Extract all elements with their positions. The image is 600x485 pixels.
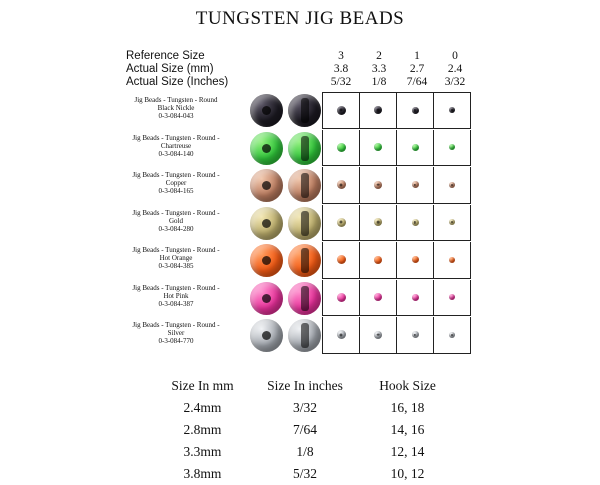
bead-size-cell (360, 205, 397, 242)
bead-size-grid (322, 317, 471, 354)
reference-column (436, 50, 474, 89)
bead-size-dot (412, 107, 419, 114)
bead-label-line1: Jig Beads - Tungsten - Round - (132, 283, 220, 292)
bead-hole-icon (377, 183, 380, 186)
bead-front-image (250, 319, 283, 352)
bead-size-cell (360, 92, 397, 129)
bead-size-dot (337, 143, 346, 152)
bead-label-line1: Jig Beads - Tungsten - Round - (132, 171, 220, 179)
bead-label-sku: 0-3-084-387 (158, 299, 194, 308)
bead-label (120, 284, 232, 309)
bead-side-image (288, 244, 321, 277)
bead-hole-icon (414, 334, 416, 336)
bead-hole-icon (339, 109, 342, 112)
bead-label-line2: Silver (167, 329, 185, 338)
bead-side-image (288, 132, 321, 165)
bead-slot-icon (301, 173, 309, 198)
bead-hole-icon (262, 256, 271, 265)
size-table-cell: 7/64 (292, 422, 317, 437)
reference-values (322, 50, 474, 89)
size-table-cell: 3/32 (292, 400, 317, 415)
size-table-cell: 2.8mm (183, 422, 222, 437)
bead-size-cell (397, 280, 434, 317)
reference-value-mm: 3.3 (371, 63, 387, 75)
bead-slot-icon (301, 286, 309, 311)
bead-label-line2: Copper (165, 179, 187, 188)
bead-size-cell (434, 130, 471, 167)
bead-hole-icon (451, 109, 453, 111)
bead-size-dot (374, 106, 382, 114)
bead-size-dot (449, 107, 455, 113)
bead-size-dot (449, 257, 455, 263)
size-table-row (155, 419, 455, 441)
reference-value-ref: 2 (376, 50, 382, 62)
bead-size-dot (412, 219, 419, 226)
bead-size-cell (360, 242, 397, 279)
bead-size-dot (374, 331, 382, 339)
bead-hole-icon (451, 221, 453, 223)
bead-label-sku: 0-3-084-165 (158, 187, 194, 196)
bead-side-image (288, 94, 321, 127)
page-title: TUNGSTEN JIG BEADS (195, 8, 405, 29)
size-table-header-cell: Size In inches (267, 378, 343, 393)
bead-size-grid (322, 92, 471, 129)
bead-size-dot (374, 256, 382, 264)
bead-front-image (250, 132, 283, 165)
reference-column (322, 50, 360, 89)
bead-label (120, 134, 232, 159)
bead-hole-icon (339, 183, 342, 186)
bead-size-cell (323, 92, 360, 129)
size-table-cell: 1/8 (296, 444, 314, 459)
bead-label-line2: Gold (169, 216, 183, 225)
reference-value-ref: 3 (338, 50, 344, 62)
bead-label (120, 96, 232, 121)
bead-label-line2: Hot Pink (163, 291, 189, 300)
size-table-header (155, 375, 455, 397)
size-table-row (155, 441, 455, 463)
bead-size-cell (397, 205, 434, 242)
bead-hole-icon (451, 334, 453, 336)
bead-label-sku: 0-3-084-770 (158, 337, 194, 346)
reference-value-in: 1/8 (371, 76, 387, 88)
bead-size-cell (434, 280, 471, 317)
bead-size-dot (449, 219, 455, 225)
actual-size-mm-label: Actual Size (mm) (126, 63, 214, 75)
bead-front-image (250, 207, 283, 240)
size-table-cell: 3.8mm (183, 466, 222, 481)
reference-value-in: 7/64 (406, 76, 428, 88)
bead-size-cell (323, 280, 360, 317)
bead-hole-icon (414, 184, 416, 186)
bead-label-sku: 0-3-084-043 (158, 112, 194, 121)
reference-column (360, 50, 398, 89)
reference-value-ref: 1 (414, 50, 420, 62)
bead-label-line1: Jig Beads - Tungsten - Round - (132, 208, 220, 217)
bead-hole-icon (377, 333, 380, 336)
bead-hole-icon (262, 331, 271, 340)
bead-size-cell (323, 130, 360, 167)
bead-size-dot (337, 293, 346, 302)
actual-size-inches-label: Actual Size (Inches) (126, 76, 229, 88)
size-table-header-cell: Hook Size (379, 378, 436, 393)
bead-size-cell (360, 280, 397, 317)
reference-size-label: Reference Size (126, 50, 205, 62)
bead-size-dot (449, 332, 455, 338)
size-table-row (155, 463, 455, 485)
size-table-cell: 14, 16 (390, 422, 425, 437)
bead-size-dot (374, 218, 382, 226)
bead-size-cell (360, 317, 397, 354)
bead-side-image (288, 207, 321, 240)
bead-slot-icon (301, 98, 309, 123)
size-table-cell: 16, 18 (390, 400, 425, 415)
bead-size-dot (337, 180, 346, 189)
bead-side-image (288, 319, 321, 352)
bead-slot-icon (301, 323, 309, 348)
reference-value-mm: 3.8 (333, 63, 349, 75)
bead-size-cell (397, 317, 434, 354)
bead-size-dot (337, 330, 346, 339)
bead-size-dot (337, 255, 346, 264)
bead-size-dot (412, 144, 419, 151)
bead-size-dot (412, 256, 419, 263)
bead-size-cell (360, 130, 397, 167)
bead-slot-icon (301, 136, 309, 161)
bead-size-dot (337, 106, 346, 115)
bead-size-cell (323, 167, 360, 204)
bead-hole-icon (377, 109, 380, 112)
bead-hole-icon (262, 106, 271, 115)
reference-value-in: 3/32 (444, 76, 466, 88)
bead-size-cell (434, 205, 471, 242)
bead-size-dot (412, 294, 419, 301)
bead-size-dot (374, 143, 382, 151)
bead-label-line1: Jig Beads - Tungsten - Round (134, 96, 218, 104)
bead-hole-icon (262, 144, 271, 153)
bead-size-grid (322, 280, 471, 317)
bead-size-cell (397, 130, 434, 167)
bead-hole-icon (377, 221, 380, 224)
size-table-cell: 2.4mm (183, 400, 222, 415)
bead-label-line2: Chartreuse (160, 141, 192, 150)
bead-size-dot (412, 331, 419, 338)
bead-size-cell (397, 242, 434, 279)
reference-value-in: 5/32 (330, 76, 352, 88)
bead-label (120, 209, 232, 234)
bead-size-dot (412, 181, 419, 188)
bead-size-dot (374, 181, 382, 189)
bead-size-cell (397, 92, 434, 129)
bead-hole-icon (339, 221, 342, 224)
bead-side-image (288, 169, 321, 202)
size-table-cell: 10, 12 (390, 466, 425, 481)
bead-size-dot (449, 294, 455, 300)
bead-label-line2: Hot Orange (159, 254, 193, 263)
bead-size-grid (322, 167, 471, 204)
size-table-cell: 3.3mm (183, 444, 222, 459)
bead-size-dot (449, 182, 455, 188)
size-table-cell: 5/32 (292, 466, 317, 481)
bead-hole-icon (262, 219, 271, 228)
bead-size-dot (449, 144, 455, 150)
bead-label-line2: Black Nickle (157, 104, 195, 113)
bead-size-cell (434, 317, 471, 354)
bead-hole-icon (262, 294, 271, 303)
bead-front-image (250, 94, 283, 127)
reference-value-ref: 0 (452, 50, 458, 62)
bead-label (120, 171, 232, 196)
bead-size-cell (434, 242, 471, 279)
bead-label-sku: 0-3-084-280 (158, 224, 194, 233)
reference-value-mm: 2.7 (409, 63, 425, 75)
reference-labels (126, 50, 228, 89)
bead-label (120, 321, 232, 346)
bead-size-grid (322, 242, 471, 279)
bead-hole-icon (451, 184, 453, 186)
bead-size-cell (360, 167, 397, 204)
bead-size-cell (397, 167, 434, 204)
bead-label-line1: Jig Beads - Tungsten - Round - (132, 246, 220, 254)
bead-hole-icon (414, 221, 416, 223)
bead-label (120, 246, 232, 271)
bead-size-cell (323, 205, 360, 242)
bead-size-dot (374, 293, 382, 301)
bead-label-sku: 0-3-084-140 (158, 149, 194, 158)
bead-size-cell (434, 167, 471, 204)
bead-side-image (288, 282, 321, 315)
bead-front-image (250, 169, 283, 202)
bead-front-image (250, 244, 283, 277)
reference-column (398, 50, 436, 89)
bead-size-dot (337, 218, 346, 227)
size-table-row (155, 397, 455, 419)
bead-slot-icon (301, 248, 309, 273)
size-table-header-cell: Size In mm (171, 378, 234, 393)
bead-label-sku: 0-3-084-385 (158, 262, 194, 271)
bead-slot-icon (301, 211, 309, 236)
bead-hole-icon (339, 333, 342, 336)
bead-size-grid (322, 130, 471, 167)
reference-value-mm: 2.4 (447, 63, 463, 75)
bead-size-cell (323, 317, 360, 354)
bead-hole-icon (414, 109, 416, 111)
bead-label-line1: Jig Beads - Tungsten - Round - (132, 321, 220, 329)
bead-size-cell (434, 92, 471, 129)
bead-label-line1: Jig Beads - Tungsten - Round - (132, 133, 220, 142)
size-table (155, 375, 455, 485)
bead-size-cell (323, 242, 360, 279)
size-table-cell: 12, 14 (390, 444, 425, 459)
bead-front-image (250, 282, 283, 315)
bead-size-grid (322, 205, 471, 242)
bead-hole-icon (262, 181, 271, 190)
